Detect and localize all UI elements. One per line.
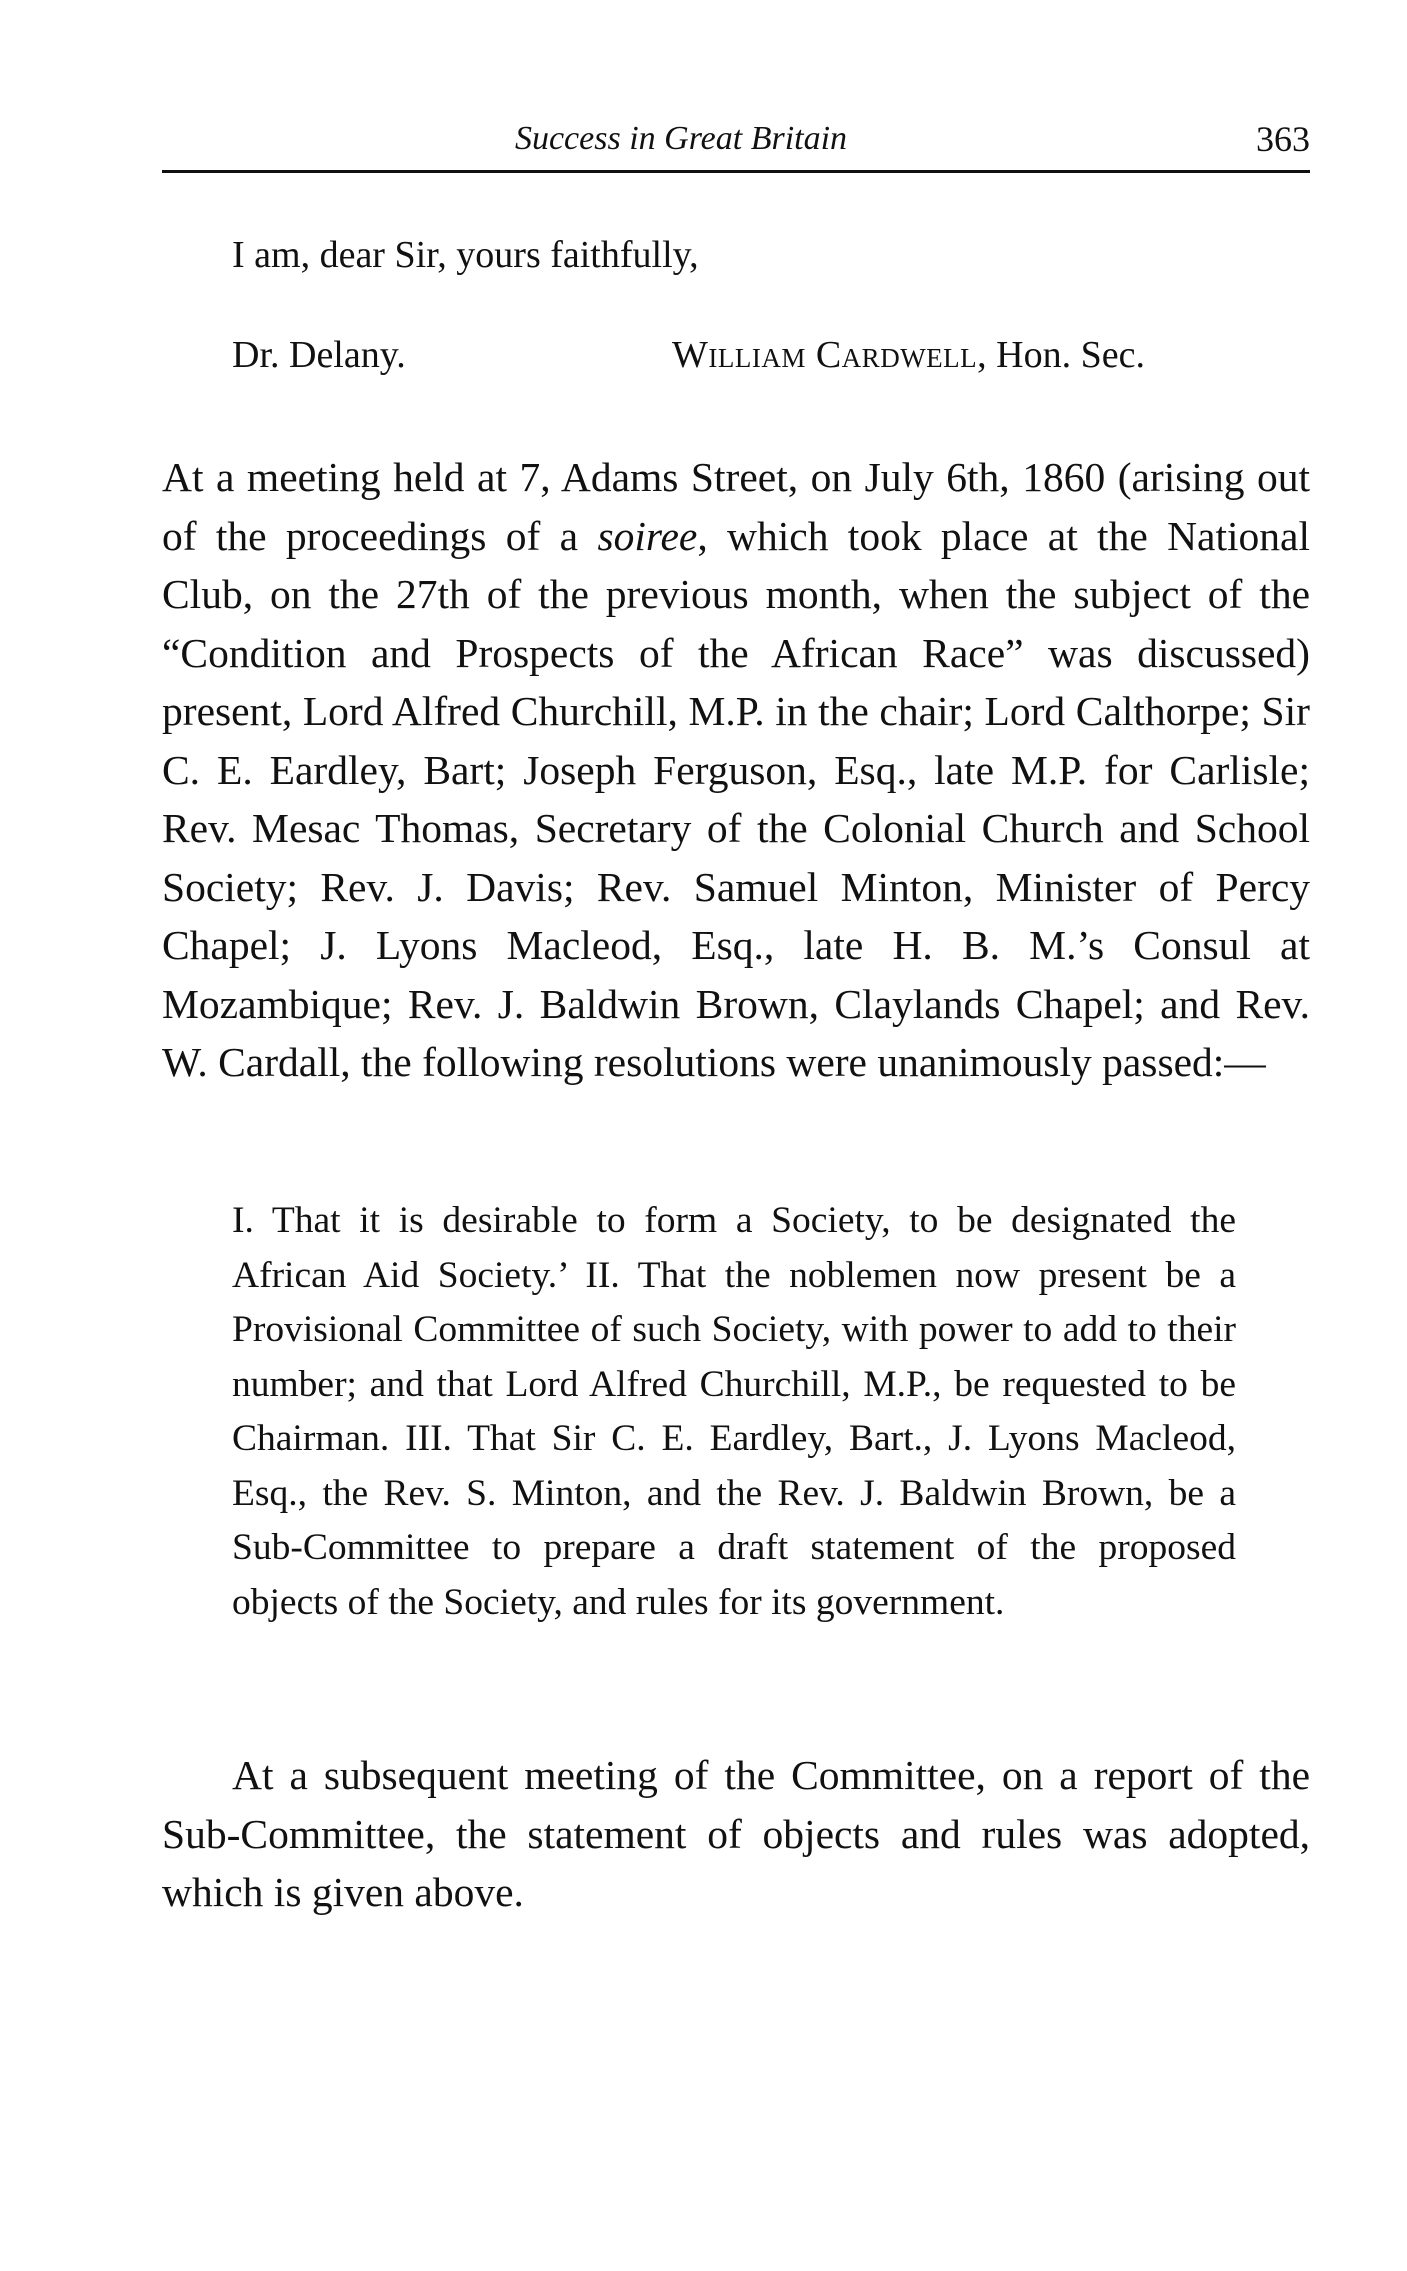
running-header xyxy=(162,110,1310,173)
signatory-name: William Cardwell xyxy=(672,334,978,376)
letter-recipient: Dr. Delany. xyxy=(232,334,406,376)
meeting-paragraph-before: At a meeting held at 7, Adams Street, on July 6th, 1860 (arising out of the proceedings of a xyxy=(162,454,1310,559)
letter-signature xyxy=(672,330,1145,380)
resolutions-block: I. That it is desirable to form a Society, to be designated the African Aid Society.’ II. That the noblemen now present be a Provisional Committee of such Society, with power to add to their number; and that Lord Alfred Churchill, M.P., be requested to be Chairman. III. That Sir C. E. Eardley, Bart., J. Lyons Macleod, Esq., the Rev. S. Minton, and the Rev. J. Baldwin Brown, be a Sub-Committee to prepare a draft statement of the proposed objects of the Society, and rules for its government. xyxy=(232,1200,1236,1623)
meeting-paragraph-italic: soiree xyxy=(597,512,698,559)
meeting-paragraph-after: , which took place at the National Club, on the 27th of the previous month, when the subject of the “Condition and Prospects of the African Race” was discussed) present, Lord Alfred Churchill, M.P. in the chair; Lord Calthorpe; Sir C. E. Eardley, Bart; Joseph Ferguson, Esq., late M.P. for Carlisle; Rev. Mesac Thomas, Secretary of the Colonial Church and School Society; Rev. J. Davis; Rev. Samuel Minton, Minister of Percy Chapel; J. Lyons Macleod, Esq., late H. B. M.’s Consul at Mozambique; Rev. J. Baldwin Brown, Claylands Chapel; and Rev. W. Cardall, the following resolutions were unanimously passed:— xyxy=(162,512,1310,1085)
page-number: 363 xyxy=(1256,119,1310,159)
letter-closing: I am, dear Sir, yours faithfully, xyxy=(232,234,699,276)
running-title: Success in Great Britain xyxy=(514,120,848,157)
signatory-title: , Hon. Sec. xyxy=(977,334,1145,376)
final-paragraph: At a subsequent meeting of the Committee, on a report of the Sub-Committee, the statement of objects and rules was adopted, which is given above. xyxy=(162,1752,1310,1915)
meeting-paragraph xyxy=(162,448,1310,1092)
